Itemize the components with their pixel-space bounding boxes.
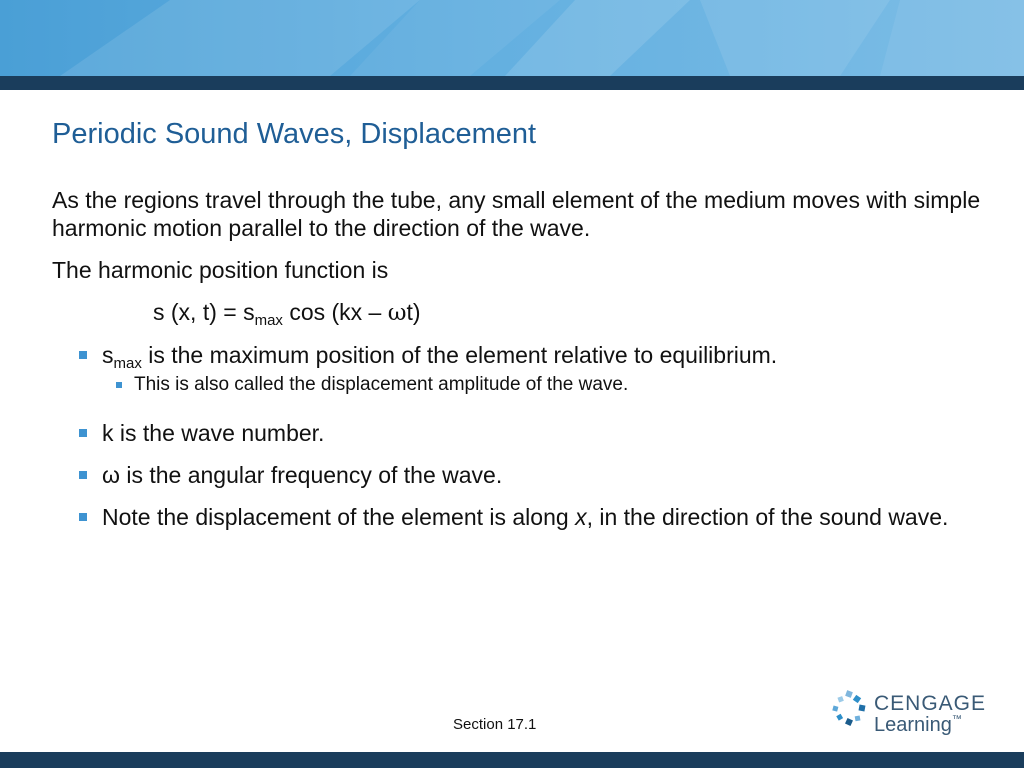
cengage-logo-icon (830, 690, 870, 730)
bullet-angular-frequency (52, 461, 982, 489)
bullet-smax-symbol: s (102, 342, 114, 368)
bullet-note-text-start: Note the displacement of the element is along (102, 504, 576, 530)
position-formula (153, 298, 982, 327)
slide-title: Periodic Sound Waves, Displacement (52, 118, 537, 150)
banner-decoration (0, 0, 1024, 76)
bullet-smax-subscript: max (113, 355, 142, 372)
bullet-smax-text: is the maximum position of the element relative to equilibrium. (141, 342, 778, 368)
sub-bullet-text: This is also called the displacement amplitude of the wave. (134, 374, 629, 395)
formula-subscript: max (254, 312, 283, 329)
formula-omega: ω (387, 300, 407, 326)
logo-wordmark-bottom (874, 714, 962, 737)
intro-paragraph: As the regions travel through the tube, any small element of the medium moves with simple harmonic motion parallel to the direction of the wave. (52, 187, 981, 241)
logo-wordmark-top: CENGAGE (874, 692, 987, 715)
formula-lhs: s (x, t) = s (153, 299, 255, 325)
bullet-square-icon (79, 471, 87, 479)
bullet-wave-number-text: k is the wave number. (102, 420, 325, 446)
bullet-displacement-note (52, 503, 982, 531)
sub-bullet-square-icon (116, 382, 122, 388)
logo-wordmark-learning: Learning (874, 714, 952, 736)
bullet-square-icon (79, 513, 87, 521)
logo-trademark: ™ (951, 714, 962, 725)
sub-bullet-amplitude (52, 373, 982, 397)
footer-rule (0, 752, 1024, 768)
section-label: Section 17.1 (453, 716, 537, 733)
bullet-smax (52, 341, 982, 372)
bullet-wave-number (52, 419, 982, 447)
cengage-logo (830, 690, 987, 738)
bullet-angular-frequency-text: ω is the angular frequency of the wave. (102, 462, 503, 488)
header-banner (0, 0, 1024, 76)
bullet-note-italic-x: x (575, 504, 587, 530)
formula-end: t) (406, 299, 421, 325)
slide-body (52, 186, 982, 545)
bullet-square-icon (79, 351, 87, 359)
formula-middle: cos (kx – (282, 299, 388, 325)
bullet-note-text-end: , in the direction of the sound wave. (586, 504, 949, 530)
bullet-square-icon (79, 429, 87, 437)
function-intro: The harmonic position function is (52, 257, 389, 283)
header-rule (0, 76, 1024, 90)
